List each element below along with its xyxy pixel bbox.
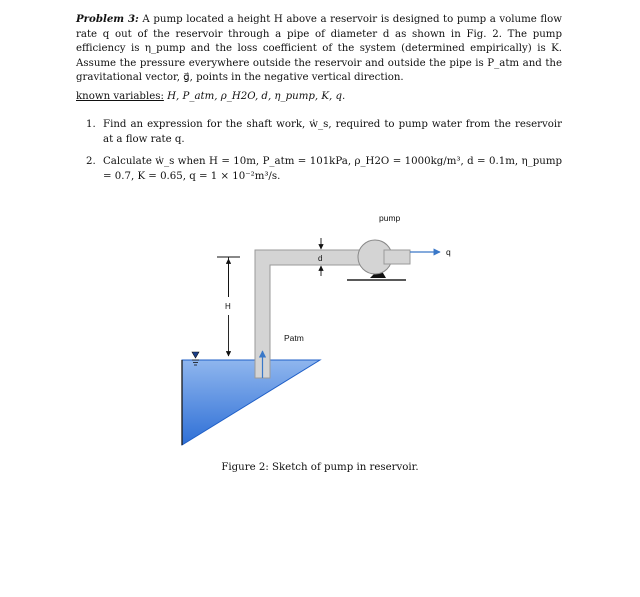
pump-label: pump: [379, 213, 401, 223]
task-number: 2.: [86, 156, 96, 168]
known-variables-label: known variables:: [76, 91, 164, 102]
problem-text: A pump located a height H above a reservoir is designed to pump a volume flow rate q out of the reservoir through a pipe of diameter d as shown in Fig. 2. The pump efficiency is η_pump and the loss coefficient of the system (determined empirically) is K. Assume the pressure everywhere outside the reservoir and outside the pipe is P_atm and the gravitational vector, g⃗, points in the negative vertical direction.: [76, 14, 562, 84]
figure-caption: Figure 2: Sketch of pump in reservoir.: [221, 462, 419, 473]
known-variables-values: H, P_atm, ρ_H2O, d, η_pump, K, q.: [167, 91, 346, 102]
task-text: Calculate ẇ_s when H = 10m, P_atm = 101kPa, ρ_H2O = 1000kg/m³, d = 0.1m, η_pump = 0.7, K = 0.65, q = 1 × 10⁻²m³/s.: [103, 156, 562, 182]
h-label: H: [225, 302, 231, 311]
d-label: d: [318, 254, 323, 263]
problem-label: Problem 3:: [76, 13, 139, 25]
patm-label: Patm: [284, 333, 304, 343]
pipe: [255, 250, 360, 378]
q-label: q: [446, 247, 451, 257]
task-text: Find an expression for the shaft work, ẇ_s, required to pump water from the reservoir at a flow rate q.: [103, 119, 562, 145]
task-number: 1.: [86, 119, 96, 130]
reservoir-water: [182, 360, 320, 445]
